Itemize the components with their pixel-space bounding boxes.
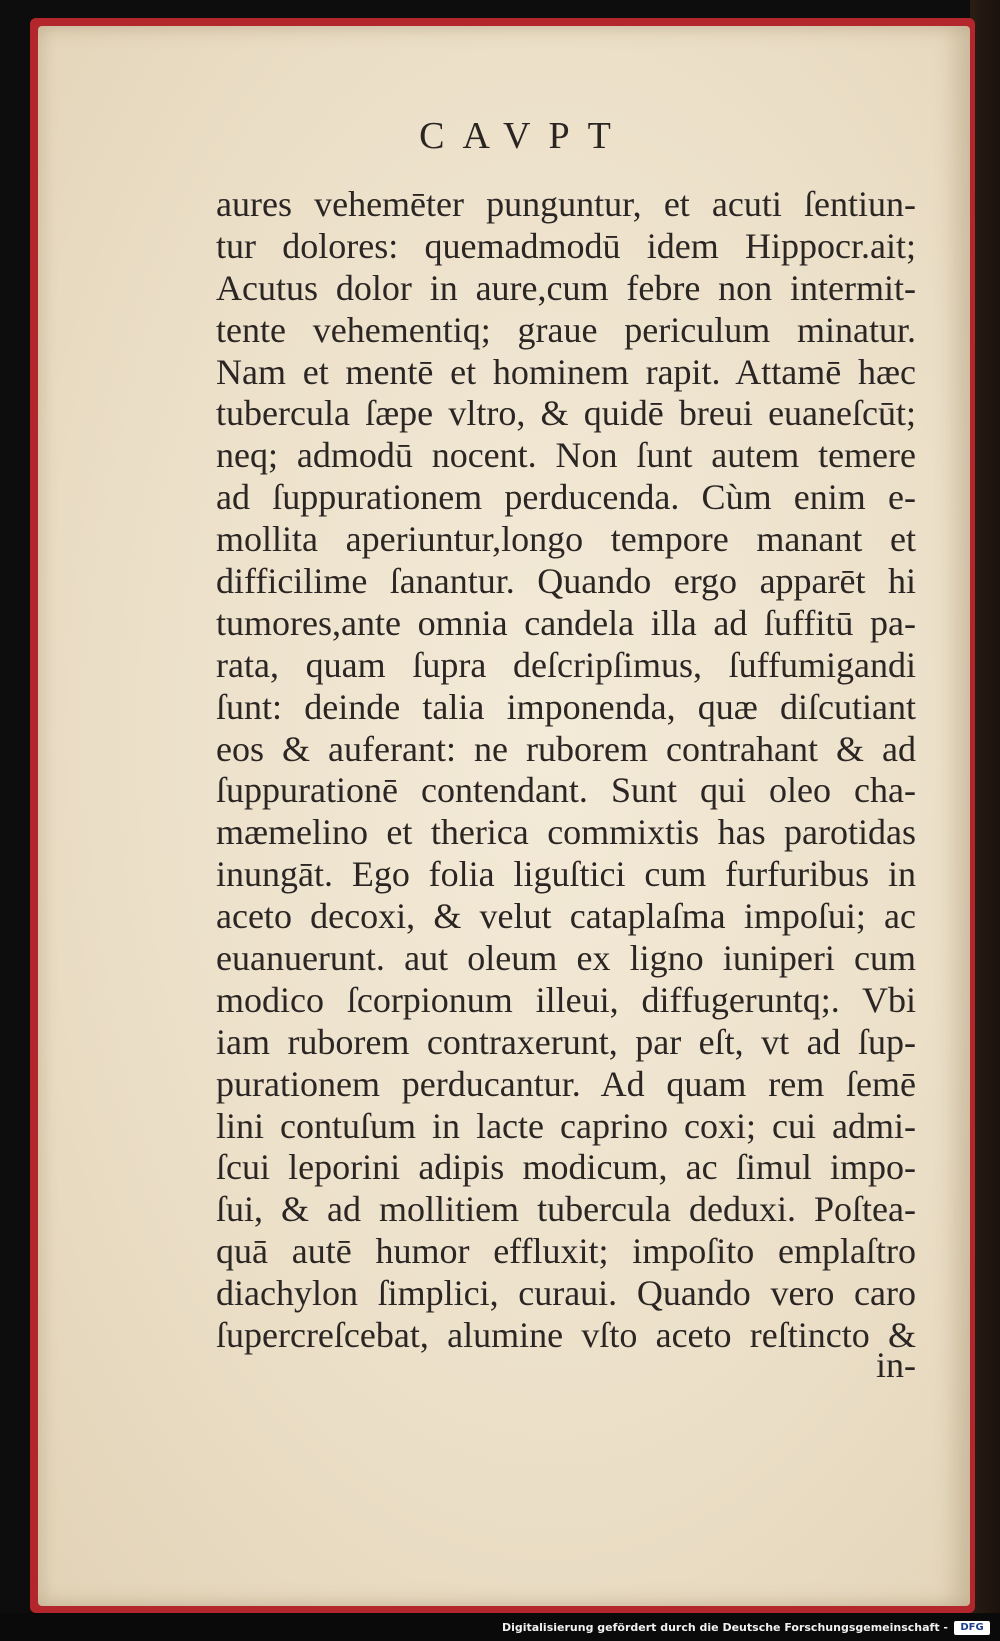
book-page: [38, 26, 970, 1606]
text-line: mæmelino et therica commixtis has parotidas: [216, 812, 916, 853]
text-line: neq; admodū nocent. Non ſunt autem temere: [216, 435, 916, 476]
text-line: quā autē humor effluxit; impoſito emplaſtro: [216, 1231, 916, 1272]
catchword: in-: [876, 1345, 916, 1385]
text-line: tumores,ante omnia candela illa ad ſuffitū pa-: [216, 602, 916, 643]
text-line: ad ſuppurationem perducenda. Cùm enim e-: [216, 477, 916, 518]
text-line: aceto decoxi, & velut cataplaſma impoſui; ac: [216, 896, 916, 937]
text-line: mollita aperiuntur,longo tempore manant et: [216, 519, 916, 560]
text-line: ſupercreſcebat, alumine vſto aceto reſtincto &: [216, 1315, 916, 1356]
text-line: iam ruborem contraxerunt, par eſt, vt ad ſup-: [216, 1021, 916, 1062]
text-line: ſunt: deinde talia imponenda, quæ diſcutiant: [216, 686, 916, 727]
text-line: difficilime ſanantur. Quando ergo apparēt hi: [216, 561, 916, 602]
text-line: tubercula ſæpe vltro, & quidē breui euaneſcūt;: [216, 393, 916, 434]
footer-credit: Digitalisierung gefördert durch die Deutsche Forschungsgemeinschaft -: [501, 1621, 948, 1634]
text-line: diachylon ſimplici, curaui. Quando vero caro: [216, 1273, 916, 1314]
text-block: [216, 184, 916, 1357]
text-line: ſui, & ad mollitiem tubercula deduxi. Poſtea-: [216, 1189, 916, 1230]
footer-bar: [0, 1613, 1000, 1641]
text-line: modico ſcorpionum illeui, diffugeruntq;. Vbi: [216, 979, 916, 1020]
text-line: purationem perducantur. Ad quam rem ſemē: [216, 1063, 916, 1104]
text-line: eos & auferant: ne ruborem contrahant & ad: [216, 728, 916, 769]
running-head: CAVPT: [419, 115, 629, 157]
text-line: ſuppurationē contendant. Sunt qui oleo cha-: [216, 770, 916, 811]
text-line: tur dolores: quemadmodū idem Hippocr.ait;: [216, 225, 916, 266]
text-line: euanuerunt. aut oleum ex ligno iuniperi cum: [216, 938, 916, 979]
text-line: tente vehementiq; graue periculum minatur.: [216, 309, 916, 350]
text-line: aures vehemēter punguntur, et acuti ſentiun-: [216, 184, 916, 224]
text-line: lini contuſum in lacte caprino coxi; cui admi-: [216, 1105, 916, 1146]
text-line: ſcui leporini adipis modicum, ac ſimul impo-: [216, 1147, 916, 1188]
text-line: rata, quam ſupra deſcripſimus, ſuffumigandi: [216, 644, 916, 685]
text-line: inungāt. Ego folia liguſtici cum furfuribus in: [216, 854, 916, 895]
text-line: Nam et mentē et hominem rapit. Attamē hæc: [216, 351, 916, 392]
dfg-logo: DFG: [954, 1621, 990, 1635]
text-line: Acutus dolor in aure,cum febre non intermit-: [216, 267, 916, 308]
